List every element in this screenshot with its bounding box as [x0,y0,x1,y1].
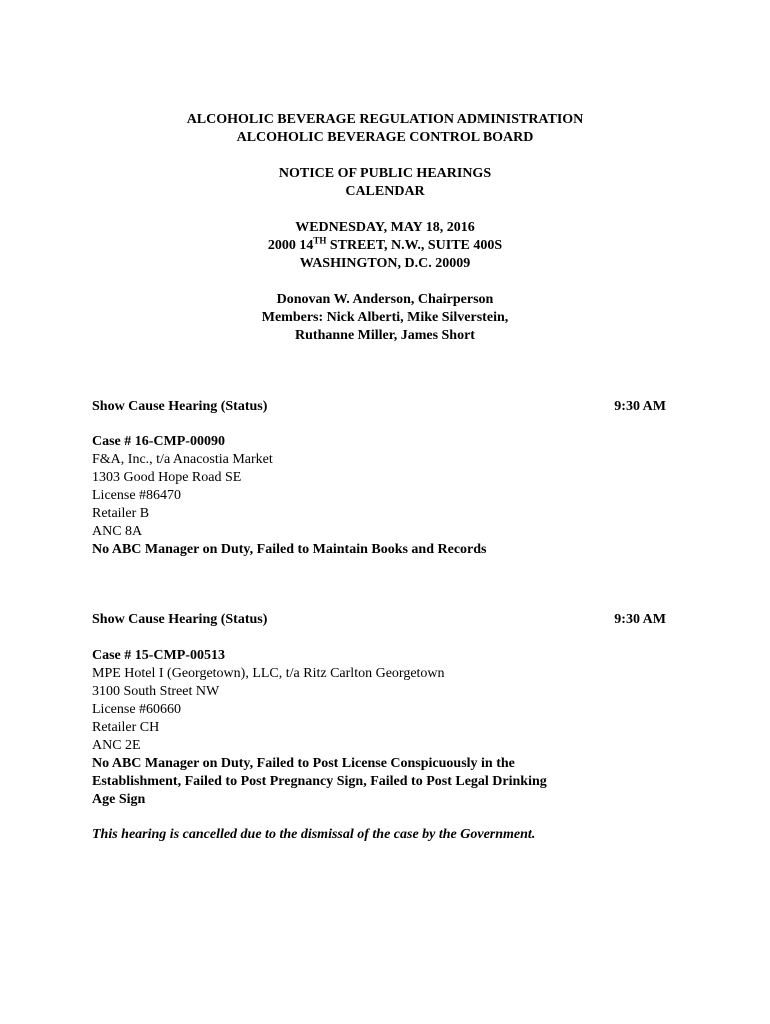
license-number: License #86470 [92,488,182,503]
hearing-1-case [92,433,652,559]
hearing-2-type: Show Cause Hearing (Status) [92,612,268,627]
case-number: Case # 16-CMP-00090 [92,434,225,449]
hearing-date: WEDNESDAY, MAY 18, 2016 [295,220,475,235]
licensee-name: F&A, Inc., t/a Anacostia Market [92,452,273,467]
notice-subtitle: CALENDAR [345,184,425,199]
members-line-1: Members: Nick Alberti, Mike Silverstein, [261,310,509,325]
hearing-city: WASHINGTON, D.C. 20009 [299,256,471,271]
members-line-2: Ruthanne Miller, James Short [295,328,475,343]
agency-name: ALCOHOLIC BEVERAGE REGULATION ADMINISTRATION [186,112,584,127]
licensee-address: 1303 Good Hope Road SE [92,470,242,485]
license-class: Retailer B [92,506,150,521]
anc-district: ANC 2E [92,738,141,753]
hearing-2-case [92,647,652,809]
notice-title: NOTICE OF PUBLIC HEARINGS [278,166,492,181]
license-class: Retailer CH [92,720,160,735]
hearing-1-heading [92,398,666,416]
address-number: 2000 14 [267,238,314,253]
address-street: STREET, N.W., SUITE 400S [326,238,503,253]
charges: No ABC Manager on Duty, Failed to Maintain Books and Records [92,542,487,557]
license-number: License #60660 [92,702,182,717]
hearing-address [0,237,770,255]
hearing-2-heading [92,611,666,629]
charges: No ABC Manager on Duty, Failed to Post License Conspicuously in the Establishment, Failed to Post Pregnancy Sign, Failed to Post Legal Drinking Age Sign [92,756,547,807]
cancellation-note: This hearing is cancelled due to the dismissal of the case by the Government. [92,827,536,842]
anc-district: ANC 8A [92,524,143,539]
agency-header [0,111,770,147]
licensee-address: 3100 South Street NW [92,684,220,699]
licensee-name: MPE Hotel I (Georgetown), LLC, t/a Ritz Carlton Georgetown [92,666,445,681]
hearing-1-time: 9:30 AM [614,399,666,414]
hearing-1-type: Show Cause Hearing (Status) [92,399,268,414]
hearing-2-time: 9:30 AM [614,612,666,627]
board-name: ALCOHOLIC BEVERAGE CONTROL BOARD [236,130,534,145]
address-ordinal: TH [313,235,327,246]
chairperson: Donovan W. Anderson, Chairperson [276,292,494,307]
board-members [0,291,770,345]
hearing-location [0,219,770,273]
notice-header [0,165,770,201]
case-number: Case # 15-CMP-00513 [92,648,225,663]
